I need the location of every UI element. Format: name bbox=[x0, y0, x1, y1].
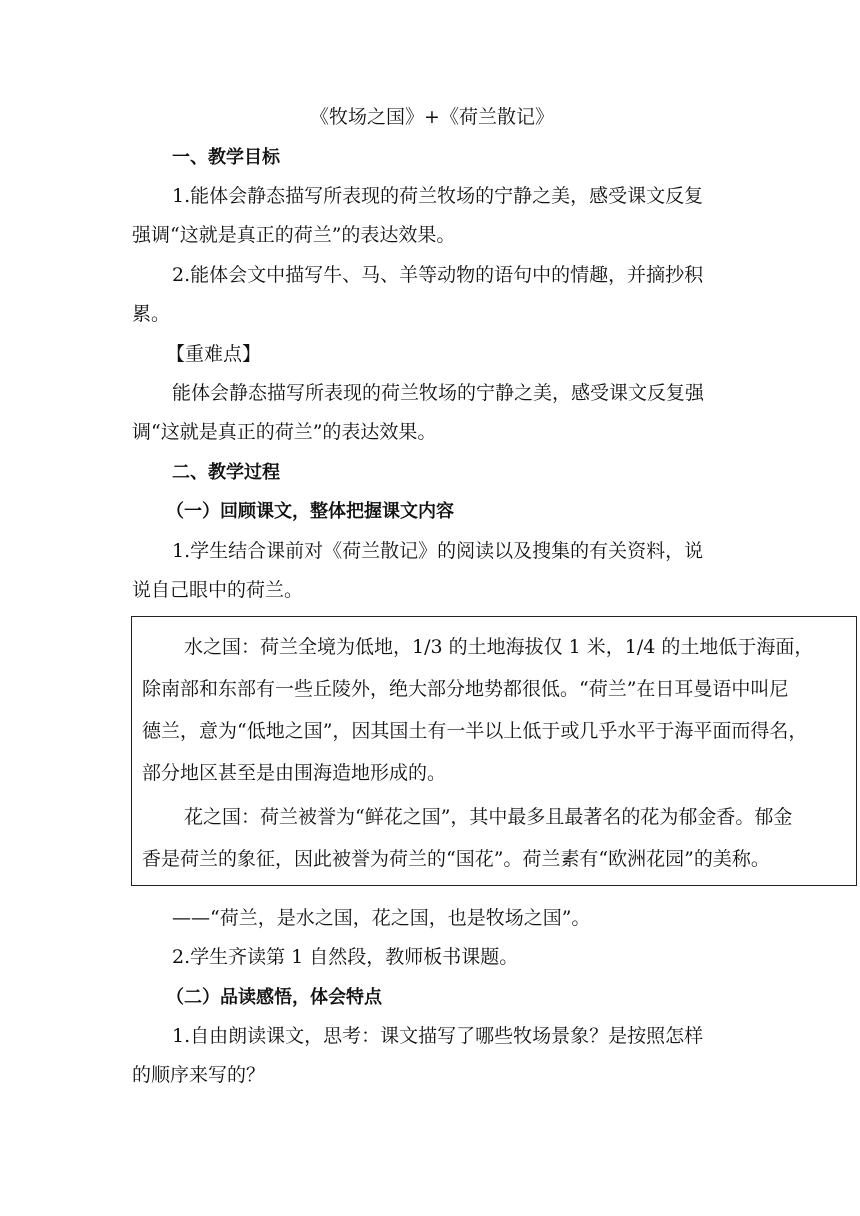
item-3-line-1: 1.自由朗读课文，思考：课文描写了哪些牧场景象？是按照怎样 bbox=[172, 1025, 704, 1047]
section-heading-goals: 一、教学目标 bbox=[172, 147, 280, 168]
item-3-line-2: 的顺序来写的？ bbox=[132, 1064, 266, 1086]
document-title: 《牧场之国》+《荷兰散记》 bbox=[310, 106, 554, 128]
key-points-line-2: 调“这就是真正的荷兰”的表达效果。 bbox=[132, 421, 437, 443]
goal-2-line-2: 累。 bbox=[132, 303, 171, 325]
box-paragraph-2-line-1: 花之国：荷兰被誉为“鲜花之国”，其中最多且最著名的花为郁金香。郁金 bbox=[184, 806, 793, 828]
box-paragraph-1-line-3: 德兰，意为“低地之国”，因其国土有一半以上低于或几乎水平于海平面而得名， bbox=[142, 720, 808, 742]
box-paragraph-1-line-2: 除南部和东部有一些丘陵外，绝大部分地势都很低。“荷兰”在日耳曼语中叫尼 bbox=[142, 678, 789, 700]
section-heading-process: 二、教学过程 bbox=[172, 462, 280, 483]
box-paragraph-1-line-1: 水之国：荷兰全境为低地，1/3 的土地海拔仅 1 米，1/4 的土地低于海面， bbox=[184, 636, 814, 658]
subsection-heading-reading: （二）品读感悟，体会特点 bbox=[166, 987, 382, 1008]
goal-1-line-2: 强调“这就是真正的荷兰”的表达效果。 bbox=[132, 224, 456, 246]
goal-1-line-1: 1.能体会静态描写所表现的荷兰牧场的宁静之美，感受课文反复 bbox=[172, 185, 704, 207]
key-points-heading: 【重难点】 bbox=[166, 343, 262, 365]
key-points-line-1: 能体会静态描写所表现的荷兰牧场的宁静之美，感受课文反复强 bbox=[172, 382, 705, 404]
info-box bbox=[131, 616, 857, 886]
item-2: 2.学生齐读第 1 自然段，教师板书课题。 bbox=[172, 946, 519, 968]
goal-2-line-1: 2.能体会文中描写牛、马、羊等动物的语句中的情趣，并摘抄积 bbox=[172, 264, 704, 286]
summary-line: ——“荷兰，是水之国，花之国，也是牧场之国”。 bbox=[172, 907, 591, 929]
box-paragraph-1-line-4: 部分地区甚至是由围海造地形成的。 bbox=[142, 762, 447, 784]
item-1-line-1: 1.学生结合课前对《荷兰散记》的阅读以及搜集的有关资料，说 bbox=[172, 540, 704, 562]
subsection-heading-review: （一）回顾课文，整体把握课文内容 bbox=[166, 501, 454, 522]
item-1-line-2: 说自己眼中的荷兰。 bbox=[132, 579, 304, 601]
box-paragraph-2-line-2: 香是荷兰的象征，因此被誉为荷兰的“国花”。荷兰素有“欧洲花园”的美称。 bbox=[142, 848, 770, 870]
